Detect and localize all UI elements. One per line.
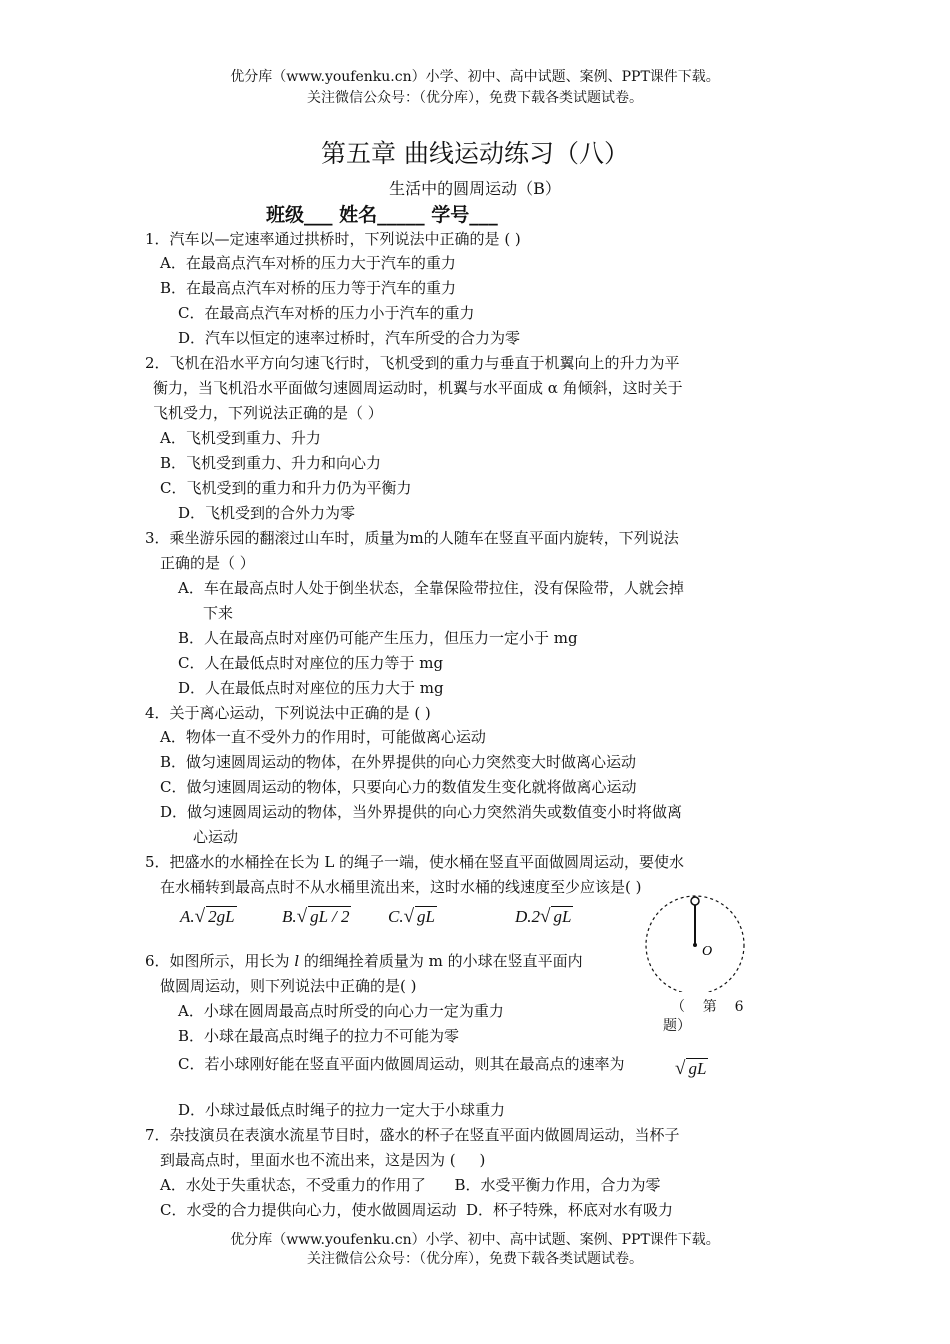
q2-option-c: C．飞机受到的重力和升力仍为平衡力 [160,479,412,497]
q3-stem-line-1: 3．乘坐游乐园的翻滚过山车时，质量为m的人随车在竖直平面内旋转，下列说法 [145,529,679,547]
q2-stem-line-2: 衡力，当飞机沿水平面做匀速圆周运动时，机翼与水平面成 α 角倾斜，这时关于 [153,379,683,397]
q3-option-a-line-2: 下来 [203,604,234,622]
q5-option-d-expr: gL [553,907,572,926]
q6-option-d: D．小球过最低点时绳子的拉力一定大于小球重力 [178,1101,506,1119]
q1-option-b: B．在最高点汽车对桥的压力等于汽车的重力 [160,279,457,297]
q5-option-a-label: A. [180,907,195,926]
q4-option-b: B．做匀速圆周运动的物体，在外界提供的向心力突然变大时做离心运动 [160,753,637,771]
q7-options-cd: C．水受的合力提供向心力，使水做圆周运动 D．杯子特殊，杯底对水有吸力 [160,1201,674,1219]
q7-options-ab: A．水处于失重状态，不受重力的作用了 B．水受平衡力作用，合力为零 [160,1176,661,1194]
q6-option-c-expr: gL [688,1059,707,1078]
q4-option-d-line-2: 心运动 [193,828,239,846]
q2-option-d: D．飞机受到的合外力为零 [178,504,356,522]
page-title: 第五章 曲线运动练习（八） [321,139,629,168]
q6-option-a: A．小球在圆周最高点时所受的向心力一定为重力 [178,1002,504,1020]
q5-stem-line-2: 在水桶转到最高点时不从水桶里流出来，这时水桶的线速度至少应该是( ) [160,878,642,896]
q6-stem-post: 的细绳拴着质量为 m 的小球在竖直平面内 [299,952,583,970]
footer-line-1: 优分库（www.youfenku.cn）小学、初中、高中试题、案例、PPT课件下载。 [230,1232,720,1248]
q1-option-a: A．在最高点汽车对桥的压力大于汽车的重力 [160,254,456,272]
q3-option-a-line-1: A．车在最高点时人处于倒坐状态，全靠保险带拉住，没有保险带，人就会掉 [178,579,684,597]
q3-option-b: B．人在最高点时对座仍可能产生压力，但压力一定小于 mg [178,629,578,647]
radical-icon: √ [194,906,206,927]
q4-option-a: A．物体一直不受外力的作用时，可能做离心运动 [160,728,486,746]
student-info-fields: 班级___ 姓名_____ 学号___ [266,204,498,226]
q6-stem-pre: 6．如图所示，用长为 [145,952,295,970]
radical-icon: √ [675,1058,686,1079]
header-line-1: 优分库（www.youfenku.cn）小学、初中、高中试题、案例、PPT课件下载。 [230,69,720,85]
q5-option-c-label: C. [388,907,404,926]
q5-option-a-expr: 2gL [208,907,235,926]
radical-icon: √ [540,906,551,927]
q2-stem-line-1: 2．飞机在沿水平方向匀速飞行时，飞机受到的重力与垂直于机翼向上的升力为平 [145,354,680,372]
q5-option-b-expr: gL / 2 [310,907,350,926]
q4-option-d-line-1: D．做匀速圆周运动的物体，当外界提供的向心力突然消失或数值变小时将做离 [160,803,683,821]
q1-option-d: D．汽车以恒定的速率过桥时，汽车所受的合力为零 [178,329,521,347]
q5-stem-line-1: 5．把盛水的水桶拴在长为 L 的绳子一端，使水桶在竖直平面做圆周运动，要使水 [145,853,685,871]
q5-option-d [515,906,573,928]
q6-option-b: B．小球在最高点时绳子的拉力不可能为零 [178,1027,460,1045]
q5-option-c [388,906,437,928]
q6-figure-caption-line-2: 题） [663,1018,691,1034]
q1-stem: 1．汽车以—定速率通过拱桥时，下列说法中正确的是 ( ) [145,230,521,248]
q6-stem-var: l [294,952,300,970]
q1-option-c: C．在最高点汽车对桥的压力小于汽车的重力 [178,304,475,322]
q3-option-d: D．人在最低点时对座位的压力大于 mg [178,679,444,697]
q3-stem-line-2: 正确的是（ ） [160,554,255,572]
q5-option-a [180,906,237,928]
center-point [693,943,697,947]
footer-line-2: 关注微信公众号：（优分库），免费下载各类试题试卷。 [307,1251,643,1267]
q5-option-c-expr: gL [417,907,435,926]
q2-stem-line-3: 飞机受力，下列说法正确的是（ ） [153,404,383,422]
q4-stem: 4．关于离心运动，下列说法中正确的是 ( ) [145,704,431,722]
q7-stem-line-1: 7．杂技演员在表演水流星节目时，盛水的杯子在竖直平面内做圆周运动，当杯子 [145,1126,680,1144]
q6-figure-circle-diagram [640,892,752,992]
q3-option-c: C．人在最低点时对座位的压力等于 mg [178,654,444,672]
q5-option-b-label: B. [282,907,297,926]
center-label: O [702,944,713,959]
ball-icon [691,897,699,905]
q2-option-b: B．飞机受到重力、升力和向心力 [160,454,382,472]
q4-option-c: C．做匀速圆周运动的物体，只要向心力的数值发生变化就将做离心运动 [160,778,637,796]
q7-stem-line-2: 到最高点时，里面水也不流出来，这是因为 ( ) [160,1151,486,1169]
q6-stem-line-1 [145,950,583,971]
page-subtitle: 生活中的圆周运动（B） [389,179,561,198]
q6-stem-line-2: 做圆周运动，则下列说法中正确的是( ) [160,977,417,995]
q5-option-b [282,906,351,928]
radical-icon: √ [403,906,415,927]
q6-figure-caption-line-1: （ 第 6 [671,999,744,1015]
q5-option-d-label: D.2 [515,907,541,926]
header-line-2: 关注微信公众号：（优分库），免费下载各类试题试卷。 [307,90,643,106]
q2-option-a: A．飞机受到重力、升力 [160,429,321,447]
q6-option-c-formula [675,1058,708,1080]
q6-option-c: C．若小球刚好能在竖直平面内做圆周运动，则其在最高点的速率为 [178,1055,625,1073]
radical-icon: √ [296,906,308,927]
